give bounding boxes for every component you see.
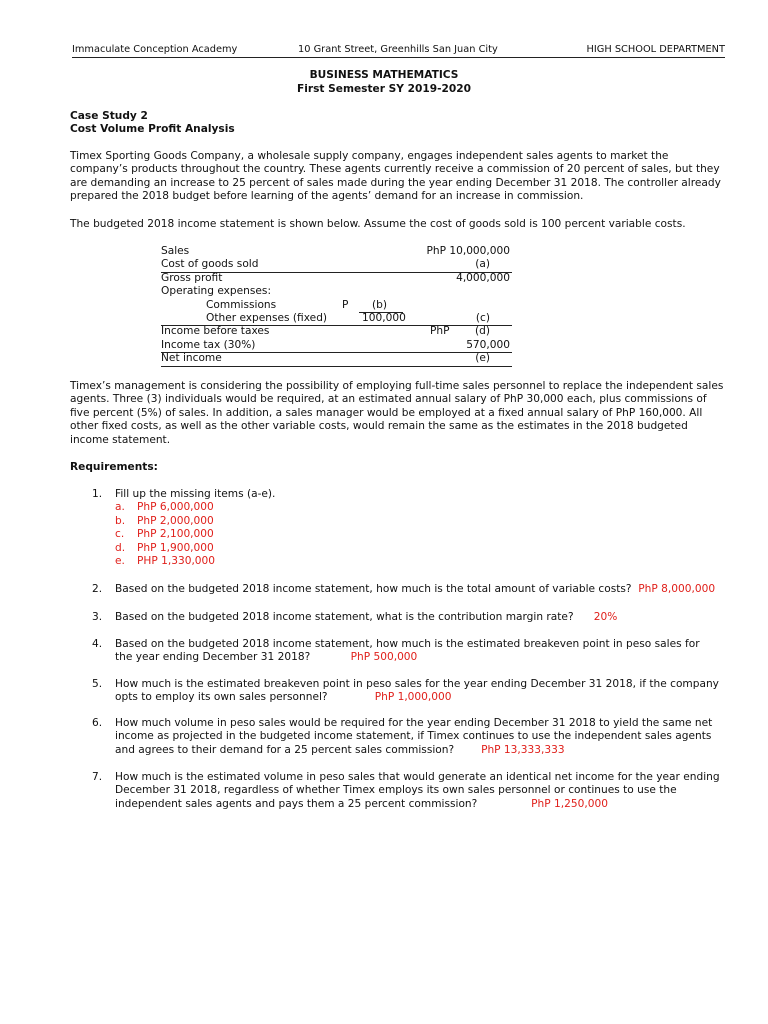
question-text: Based on the budgeted 2018 income statement, how much is the total amount of variable costs? PhP 8,000,000: [115, 583, 716, 595]
question-text: How much is the estimated breakeven point in peso sales for the year ending December 31 2018, if the company opts to employ its own sales personnel? PhP 1,000,000: [115, 678, 719, 704]
answer-value: PhP 6,000,000: [137, 501, 214, 514]
intro-paragraph: Timex Sporting Goods Company, a wholesale supply company, engages independent sales agents to market the company’s products throughout the country. These agents currently receive a commission of 20 percent of sales, but they are demanding an increase to 25 percent of sales made during the year ending December 31 2018. The controller already prepared the 2018 budget before learning of the agents’ demand for an increase in commission.: [70, 150, 721, 203]
page-header: [72, 43, 725, 58]
row-other-expenses: [159, 312, 512, 325]
answer-letter: e.: [115, 555, 125, 567]
value: (a): [475, 258, 490, 271]
course-title: BUSINESS MATHEMATICS: [309, 69, 459, 81]
label: Other expenses (fixed): [206, 312, 328, 324]
value: PhP 10,000,000: [426, 245, 510, 257]
answer-value: PhP 1,900,000: [137, 541, 214, 554]
school-address: 10 Grant Street, Greenhills San Juan City: [298, 44, 498, 55]
label: Gross profit: [161, 271, 223, 284]
row-income-before-taxes: [159, 325, 512, 338]
school-name: Immaculate Conception Academy: [72, 44, 238, 55]
answer-letter: d.: [115, 541, 126, 554]
row-cogs: [159, 258, 512, 271]
label: Operating expenses:: [161, 285, 272, 298]
row-sales: [159, 245, 512, 258]
currency: P: [342, 298, 349, 311]
answer: PhP 8,000,000: [638, 583, 716, 595]
requirements-heading: Requirements:: [70, 461, 158, 473]
question-number: 2.: [92, 583, 103, 595]
answer-value: PHP 1,330,000: [137, 555, 216, 567]
label: Cost of goods sold: [161, 258, 259, 271]
answer-value: PhP 2,000,000: [137, 514, 214, 527]
management-paragraph: Timex’s management is considering the possibility of employing full-time sales personnel to replace the independent sales agents. Three (3) individuals would be required, at an estimated annual salary of PhP 30,000 each, plus commissions of five percent (5%) of sales. In addition, a sales manager would be employed at a fixed annual salary of PhP 160,000. All other fixed costs, as well as the other variable costs, would remain the same as the estimates in the 2018 budgeted income statement.: [70, 380, 724, 446]
row-income-tax: [159, 339, 512, 352]
answer: PhP 500,000: [350, 651, 418, 664]
answer-value: PhP 2,100,000: [137, 528, 214, 541]
label: Commissions: [206, 298, 277, 311]
question-text: Fill up the missing items (a-e).: [115, 488, 276, 500]
answer: PhP 13,333,333: [481, 743, 565, 756]
value: 570,000: [466, 338, 510, 351]
case-name: Cost Volume Profit Analysis: [70, 123, 235, 135]
question-text: Based on the budgeted 2018 income statement, what is the contribution margin rate? 20%: [115, 611, 618, 623]
row-commissions: [159, 299, 512, 312]
value: (b): [372, 298, 387, 311]
department-name: HIGH SCHOOL DEPARTMENT: [586, 44, 725, 55]
value: 4,000,000: [456, 271, 510, 284]
answer-letter: c.: [115, 528, 125, 541]
question-text: How much is the estimated volume in peso sales that would generate an identical net income for the year ending December 31 2018, regardless of whether Timex employs its own sales personnel or continues to use the independent sales agents and pays them a 25 percent commission? PhP 1,250,000: [115, 771, 720, 810]
subtotal-rule: [359, 299, 403, 313]
label: Sales: [161, 245, 190, 257]
answer: PhP 1,000,000: [374, 691, 452, 704]
row-operating-expenses: [159, 285, 512, 298]
semester-title: First Semester SY 2019-2020: [296, 83, 471, 95]
question-number: 4.: [92, 638, 103, 650]
question-number: 6.: [92, 717, 103, 729]
budget-intro: The budgeted 2018 income statement is shown below. Assume the cost of goods sold is 100 percent variable costs.: [70, 218, 686, 230]
question-number: 5.: [92, 678, 103, 690]
label: Income tax (30%): [161, 338, 256, 351]
question-text: Based on the budgeted 2018 income statement, how much is the estimated breakeven point in peso sales for the year ending December 31 2018? PhP 500,000: [115, 638, 700, 664]
question-text: How much volume in peso sales would be required for the year ending December 31 2018 to yield the same net income as projected in the budgeted income statement, if Timex continues to use the independent sales agents and agrees to their demand for a 25 percent sales commission? PhP 13,333,333: [115, 717, 713, 756]
answer-letter: b.: [115, 514, 126, 527]
answer: PhP 1,250,000: [531, 797, 608, 810]
value: (e): [475, 352, 490, 365]
question-number: 1.: [92, 488, 103, 500]
value: (d): [475, 325, 490, 338]
label: Net income: [161, 352, 222, 365]
row-net-income: [159, 352, 512, 365]
amount: 100,000: [362, 312, 406, 324]
question-number: 7.: [92, 771, 103, 783]
case-number: Case Study 2: [70, 110, 148, 122]
row-gross-profit: [159, 272, 512, 285]
answer-letter: a.: [115, 501, 125, 514]
question-number: 3.: [92, 611, 103, 623]
answer: 20%: [593, 611, 618, 623]
label: Income before taxes: [161, 325, 270, 338]
currency: PhP: [430, 325, 450, 338]
value: (c): [475, 312, 490, 324]
